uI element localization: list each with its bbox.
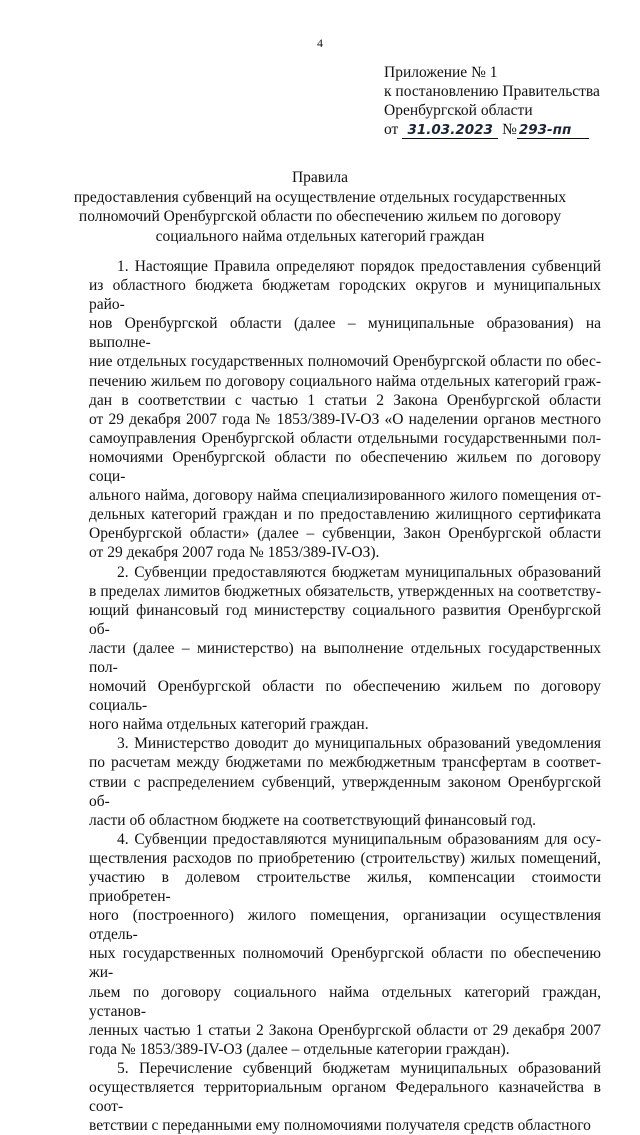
title-line-2: полномочий Оренбургской области по обеспечению жильем по договору xyxy=(78,208,562,225)
page-number: 4 xyxy=(317,36,323,50)
paragraph-line: от 29 декабря 2007 года № 1853/389-IV-ОЗ «О наделении органов местного xyxy=(89,410,601,428)
paragraph-line: по расчетам между бюджетами по межбюджетным трансфертам в соответ- xyxy=(89,754,601,772)
paragraph-5 xyxy=(89,1059,601,1135)
paragraph-line: ние отдельных государственных полномочий Оренбургской области по обес- xyxy=(89,353,601,371)
paragraph-line: самоуправления Оренбургской области отдельными государственными пол- xyxy=(89,429,601,447)
paragraph-line: 1. Настоящие Правила определяют порядок предоставления субвенций xyxy=(117,258,601,275)
appendix-title: Приложение № 1 xyxy=(384,64,498,81)
paragraph-line: ствии с распределением субвенций, утвержденным законом Оренбургской об- xyxy=(89,773,601,810)
paragraph-line: льем по договору социального найма отдельных категорий граждан, установ- xyxy=(89,983,601,1020)
appendix-region: Оренбургской области xyxy=(384,102,533,119)
title-line-3: социального найма отдельных категорий граждан xyxy=(155,227,485,245)
appendix-header xyxy=(384,63,624,139)
paragraph-line: дан в соответствии с частью 1 статьи 2 Закона Оренбургской области xyxy=(89,391,601,409)
handwritten-number: 293-пп xyxy=(517,122,589,139)
paragraph-line: 4. Субвенции предоставляются муниципальным образованиям для осу- xyxy=(117,830,601,848)
document-title xyxy=(0,168,640,246)
paragraph-line: ветствии с переданными ему полномочиями получателя средств областного xyxy=(89,1117,591,1135)
paragraph-line: ного (построенного) жилого помещения, организации осуществления отдель- xyxy=(89,907,601,944)
paragraph-line: номочий Оренбургской области по обеспечению жильем по договору социаль- xyxy=(89,678,601,715)
paragraph-4 xyxy=(89,830,601,1059)
paragraph-line: ных государственных полномочий Оренбургской области по обеспечению жи- xyxy=(89,945,601,982)
appendix-date-number-line xyxy=(384,120,624,139)
paragraph-line: в пределах лимитов бюджетных обязательств, утвержденных на соответству- xyxy=(89,582,601,600)
document-body xyxy=(89,257,601,1135)
paragraph-2 xyxy=(89,563,601,735)
paragraph-line: номочиями Оренбургской области по обеспечению жильем по договору соци- xyxy=(89,448,601,486)
paragraph-line: ного найма отдельных категорий граждан. xyxy=(89,716,369,734)
paragraph-line: нов Оренбургской области (далее – муниципальные образования) на выполне- xyxy=(89,315,601,352)
paragraph-line: ласти (далее – министерство) на выполнение отдельных государственных пол- xyxy=(89,639,601,676)
appendix-reference: к постановлению Правительства xyxy=(384,83,600,100)
title-heading: Правила xyxy=(291,169,349,186)
paragraph-line: Оренбургской области» (далее – субвенции, Закон Оренбургской области xyxy=(89,525,601,543)
paragraph-line: 5. Перечисление субвенций бюджетам муниципальных образований xyxy=(117,1059,601,1077)
paragraph-line: от 29 декабря 2007 года № 1853/389-IV-ОЗ). xyxy=(89,544,380,562)
paragraph-3 xyxy=(89,734,601,829)
number-prefix: № xyxy=(502,121,517,138)
paragraph-line: из областного бюджета бюджетам городских округов и муниципальных райо- xyxy=(89,277,601,314)
paragraph-line: ющий финансовый год министерству социального развития Оренбургской об- xyxy=(89,601,601,638)
title-line-1: предоставления субвенций на осуществление отдельных государственных xyxy=(73,188,567,206)
paragraph-line: печению жильем по договору социального найма отдельных категорий граж- xyxy=(89,372,601,390)
paragraph-line: 2. Субвенции предоставляются бюджетам муниципальных образований xyxy=(117,563,601,581)
paragraph-line: ществления расходов по приобретению (строительству) жилых помещений, xyxy=(89,849,601,867)
handwritten-date: 31.03.2023 xyxy=(402,122,498,139)
paragraph-line: участию в долевом строительстве жилья, компенсации стоимости приобретен- xyxy=(89,869,601,906)
paragraph-line: года № 1853/389-IV-ОЗ (далее – отдельные категории граждан). xyxy=(89,1040,510,1058)
paragraph-line: 3. Министерство доводит до муниципальных образований уведомления xyxy=(117,735,601,753)
paragraph-line: ласти об областном бюджете на соответствующий финансовый год. xyxy=(89,811,536,829)
paragraph-line: ленных частью 1 статьи 2 Закона Оренбургской области от 29 декабря 2007 xyxy=(89,1021,601,1039)
paragraph-line: осуществляется территориальным органом Федерального казначейства в соот- xyxy=(89,1079,601,1116)
date-prefix: от xyxy=(384,121,399,138)
paragraph-1 xyxy=(89,257,601,563)
paragraph-line: дельных категорий граждан и по предоставлению жилищного сертификата xyxy=(89,506,601,524)
paragraph-line: ального найма, договору найма специализированного жилого помещения от- xyxy=(89,487,601,505)
